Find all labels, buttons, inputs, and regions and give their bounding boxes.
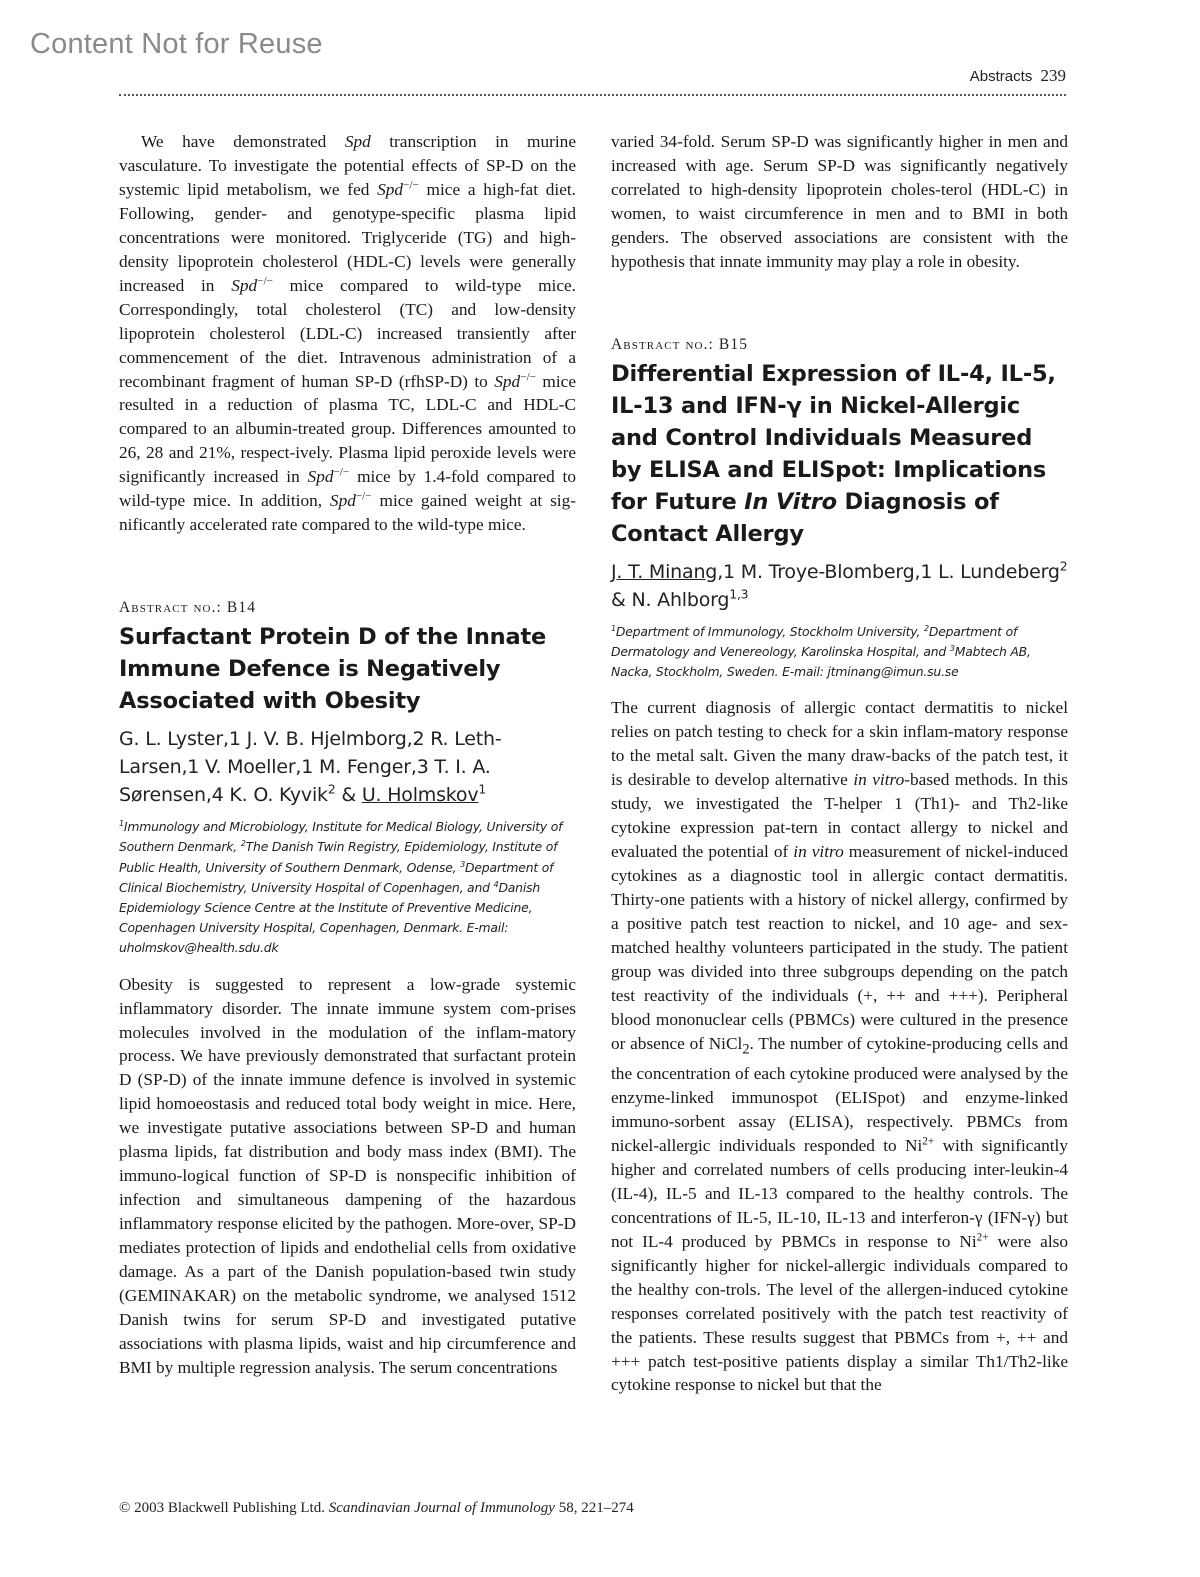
abstract-number-b15: Abstract no.: B15 <box>611 335 749 353</box>
abstract-body-b14: Obesity is suggested to represent a low-grade systemic inflammatory disorder. The innate immune system com-prises molecules involved in the modulation of the inflam-matory process. We have previously demonstrated that surfactant protein D (SP-D) of the innate immune defence is involved in systemic lipid homoeostasis and reduced total body weight in mice. Here, we investigate putative associations between SP-D and human plasma lipids, fat distribution and body mass index (BMI). The immuno-logical function of SP-D is nonspecific inhibition of infection and simultaneous dampening of the hazardous inflammatory response elicited by the pathogen. More-over, SP-D mediates protection of lipids and endothelial cells from oxidative damage. As a part of the Danish population-based twin study (GEMINAKAR) on the metabolic syndrome, we analysed 1512 Danish twins for serum SP-D and investigated putative associations with plasma lipids, waist and hip circumference and BMI by multiple regression analysis. The serum concentrations <box>119 974 576 1377</box>
header-divider <box>119 94 1066 96</box>
footer-journal: Scandinavian Journal of Immunology <box>328 1500 555 1516</box>
intro-paragraph: We have demonstrated Spd transcription in murine vasculature. To investigate the potential effects of SP-D on the systemic lipid metabolism, we fed Spd−/− mice a high-fat diet. Following, gender- and genotype-specific plasma lipid concentrations were monitored. Triglyceride (TG) and high-density lipoprotein cholesterol (HDL-C) levels were generally increased in Spd−/− mice compared to wild-type mice. Correspondingly, total cholesterol (TC) and low-density lipoprotein cholesterol (LDL-C) increased transiently after commencement of the diet. Intravenous administration of a recombinant fragment of human SP-D (rfhSP-D) to Spd−/− mice resulted in a reduction of plasma TC, LDL-C and HDL-C compared to an albumin-treated group. Differences amounted to 26, 28 and 21%, respect-ively. Plasma lipid peroxide levels were significantly increased in Spd−/− mice by 1.4-fold compared to wild-type mice. In addition, Spd−/− mice gained weight at sig-nificantly accelerated rate compared to the wild-type mice. <box>119 132 577 535</box>
abstract-authors-b15: J. T. Minang,1 M. Troye-Blomberg,1 L. Lundeberg$^2$ & N. Ahlborg$^{1,3}$ <box>611 559 1068 611</box>
watermark-text: Content Not for Reuse <box>30 28 323 60</box>
abstract-authors-b14: G. L. Lyster,1 J. V. B. Hjelmborg,2 R. Leth-Larsen,1 V. Moeller,1 M. Fenger,3 T. I. A. Sørensen,4 K. O. Kyvik$^2$ & U. Holmskov$^1$ <box>119 728 502 807</box>
right-column <box>611 130 1068 1397</box>
abstract-title-b14: Surfactant Protein D of the Innate Immune Defence is Negatively Associated with Obesity <box>119 624 547 715</box>
abstract-number-b14: Abstract no.: B14 <box>119 599 257 617</box>
abstract-title-b15: Differential Expression of IL-4, IL-5, IL-13 and IFN-γ in Nickel-Allergic and Control Individuals Measured by ELISA and ELISpot: Implications for Future In Vitro Diagnosis of Contact Allergy <box>611 360 1056 547</box>
footer-copyright: © 2003 Blackwell Publishing Ltd. <box>119 1500 325 1516</box>
left-column <box>119 130 576 1380</box>
page-footer <box>119 1500 634 1517</box>
abstract-affiliations-b14: $^1$Immunology and Microbiology, Institute for Medical Biology, University of Southern Denmark, $^2$The Danish Twin Registry, Epidemiology, Institute of Public Health, University of Southern Denmark, Odense, $^3$Department of Clinical Biochemistry, University Hospital of Copenhagen, and $^4$Danish Epidemiology Science Centre at the Institute of Preventive Medicine, Copenhagen University Hospital, Copenhagen, Denmark. E-mail: uholmskov@health.sdu.dk <box>119 819 563 956</box>
abstract-affiliations-b15: $^1$Department of Immunology, Stockholm University, $^2$Department of Dermatology and Venereology, Karolinska Hospital, and $^3$Mabtech AB, Nacka, Stockholm, Sweden. E-mail: jtminang@imun.su.se <box>611 623 1031 680</box>
page-number: 239 <box>1040 66 1066 85</box>
running-head <box>970 66 1066 86</box>
footer-citation: 58, 221–274 <box>558 1500 634 1516</box>
abstract-body-b15: The current diagnosis of allergic contact dermatitis to nickel relies on patch testing to check for a skin inflam-matory response to the metal salt. Given the many draw-backs of the patch test, it is desirable to develop alternative in vitro-based methods. In this study, we investigated the T-helper 1 (Th1)- and Th2-like cytokine expression pat-tern in contact allergy to nickel and evaluated the potential of in vitro measurement of nickel-induced cytokines as a diagnostic tool in allergic contact dermatitis. Thirty-one patients with a history of nickel allergy, confirmed by a positive patch test reaction to nickel, and 10 age- and sex-matched healthy volunteers participated in the study. The patient group was divided into three subgroups depending on the patch test reactivity of the individuals (+, ++ and +++). Peripheral blood mononuclear cells (PBMCs) were cultured in the presence or absence of NiCl$_2$. The number of cytokine-producing cells and the concentration of each cytokine produced were analysed by the enzyme-linked immunospot (ELISpot) and enzyme-linked immuno-sorbent assay (ELISA), respectively. PBMCs from nickel-allergic individuals responded to $Ni^{2+}$ with significantly higher and correlated numbers of cells producing inter-leukin-4 (IL-4), IL-5 and IL-13 compared to the healthy controls. The concentrations of IL-5, IL-10, IL-13 and interferon-γ (IFN-γ) but not IL-4 produced by PBMCs in response to $Ni^{2+}$ were also significantly higher for nickel-allergic individuals compared to the healthy con-trols. The level of the allergen-induced cytokine responses correlated positively with the patch test reactivity of the patients. These results suggest that PBMCs from +, ++ and +++ patch test-positive patients display a similar Th1/Th2-like cytokine response to nickel but that the <box>611 698 1069 1395</box>
running-head-label: Abstracts <box>969 68 1033 85</box>
continuation-paragraph: varied 34-fold. Serum SP-D was significantly higher in men and increased with age. Serum SP-D was significantly negatively correlated to high-density lipoprotein choles-terol (HDL-C) in women, to waist circumference in men and to BMI in both genders. The observed associations are consistent with the hypothesis that innate immunity may play a role in obesity. <box>611 132 1068 271</box>
